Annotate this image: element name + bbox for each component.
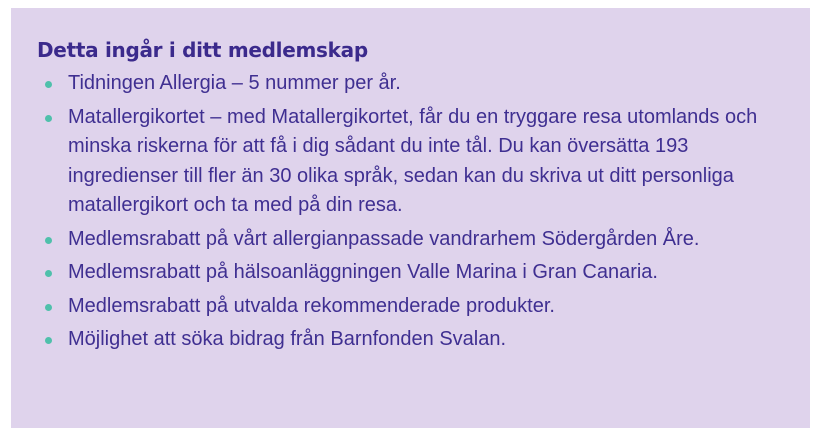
list-item: [37, 258, 790, 288]
box-heading: Detta ingår i ditt medlemskap: [37, 38, 368, 62]
list-item-text: Medlemsrabatt på utvalda rekommenderade produkter.: [68, 294, 555, 317]
bullet-dot-icon: [45, 304, 52, 311]
bullet-dot-icon: [45, 81, 52, 88]
bullet-dot-icon: [45, 237, 52, 244]
list-item: [37, 103, 790, 221]
bullet-dot-icon: [45, 270, 52, 277]
list-item: [37, 225, 790, 255]
bullet-dot-icon: [45, 115, 52, 122]
list-item-text: Tidningen Allergia – 5 nummer per år.: [68, 72, 401, 94]
list-item: [37, 69, 790, 99]
list-item: [37, 292, 790, 322]
membership-info-box: [11, 8, 810, 428]
bullet-dot-icon: [45, 337, 52, 344]
list-item-text: Möjlighet att söka bidrag från Barnfonden Svalan.: [68, 328, 507, 350]
benefits-list: [37, 69, 790, 355]
list-item: [37, 325, 790, 355]
list-item-text: Medlemsrabatt på hälsoanläggningen Valle Marina i Gran Canaria.: [68, 261, 658, 283]
list-item-text: Medlemsrabatt på vårt allergianpassade vandrarhem Södergården Åre.: [68, 227, 700, 250]
list-item-text: Matallergikortet – med Matallergikortet, får du en tryggare resa utomlands och minska riskerna för att få i dig sådant du inte tål. Du kan översätta 193 ingredienser till fler än 30 olika språk, sedan kan du skriva ut ditt personliga matallergikort och ta med på din resa.: [68, 105, 758, 216]
